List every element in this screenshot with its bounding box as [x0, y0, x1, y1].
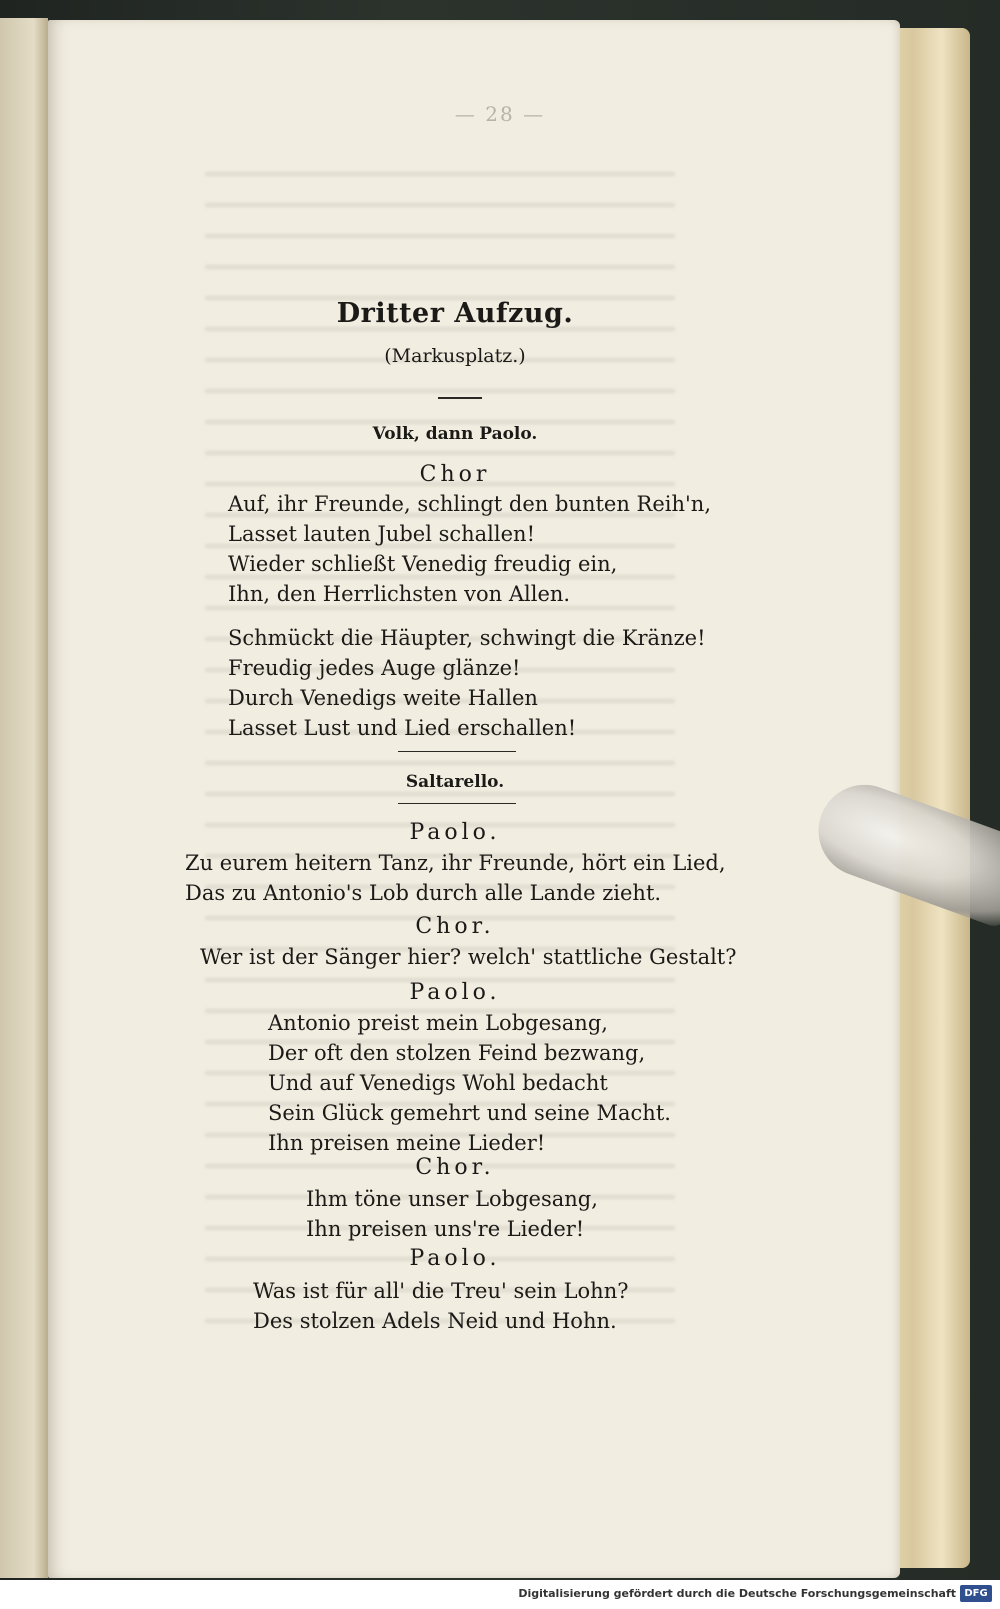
divider-lower [398, 803, 516, 804]
chor-lines-3 [306, 1184, 598, 1244]
scene-setting: (Markusplatz.) [384, 345, 526, 367]
verse-line: Durch Venedigs weite Hallen [228, 686, 538, 710]
verse-line: Ihn preisen meine Lieder! [268, 1131, 546, 1155]
verse-line: Lasset Lust und Lied erschallen! [228, 716, 577, 740]
verse-line: Ihn preisen uns're Lieder! [306, 1217, 585, 1241]
verse-line: Des stolzen Adels Neid und Hohn. [253, 1309, 617, 1333]
verse-line: Ihn, den Herrlichsten von Allen. [228, 582, 571, 606]
verse-line: Der oft den stolzen Feind bezwang, [268, 1041, 646, 1065]
chor-line-2: Wer ist der Sänger hier? welch' stattliche Gestalt? [200, 945, 737, 969]
facing-page-edge [0, 18, 48, 1578]
verse-line: Lasset lauten Jubel schallen! [228, 522, 536, 546]
book-page [48, 20, 900, 1578]
chor-stanza-1 [228, 489, 711, 609]
speaker-paolo: Paolo. [409, 980, 501, 1005]
verse-line: Freudig jedes Auge glänze! [228, 656, 521, 680]
verse-line: Sein Glück gemehrt und seine Macht. [268, 1101, 671, 1125]
verse-line: Und auf Venedigs Wohl bedacht [268, 1071, 608, 1095]
paolo-lines-2 [268, 1008, 671, 1158]
verse-line: Antonio preist mein Lobgesang, [268, 1011, 608, 1035]
page-number: — 28 — [454, 102, 546, 126]
speaker-chor: Chor [419, 462, 491, 487]
cast-line: Volk, dann Paolo. [372, 424, 538, 444]
paolo-lines-1 [185, 848, 726, 908]
speaker-chor: Chor. [415, 914, 495, 939]
dfg-logo: DFG [960, 1585, 992, 1602]
verse-line: Wieder schließt Venedig freudig ein, [228, 552, 618, 576]
verse-line: Das zu Antonio's Lob durch alle Lande zieht. [185, 881, 662, 905]
verse-line: Ihm töne unser Lobgesang, [306, 1187, 598, 1211]
chor-stanza-2 [228, 623, 706, 743]
footer-bar [0, 1580, 1000, 1609]
funding-credit: Digitalisierung gefördert durch die Deutsche Forschungsgemeinschaft [518, 1587, 956, 1600]
speaker-paolo: Paolo. [409, 820, 501, 845]
act-title: Dritter Aufzug. [336, 298, 574, 329]
paolo-lines-3 [253, 1276, 628, 1336]
divider-upper [398, 751, 516, 752]
divider-short [438, 397, 482, 399]
verse-line: Zu eurem heitern Tanz, ihr Freunde, hört ein Lied, [185, 851, 726, 875]
speaker-paolo: Paolo. [409, 1246, 501, 1271]
verse-line: Schmückt die Häupter, schwingt die Kränze! [228, 626, 706, 650]
dance-heading: Saltarello. [405, 772, 505, 792]
verse-line: Auf, ihr Freunde, schlingt den bunten Reih'n, [228, 492, 711, 516]
speaker-chor: Chor. [415, 1155, 495, 1180]
verse-line: Was ist für all' die Treu' sein Lohn? [253, 1279, 629, 1303]
